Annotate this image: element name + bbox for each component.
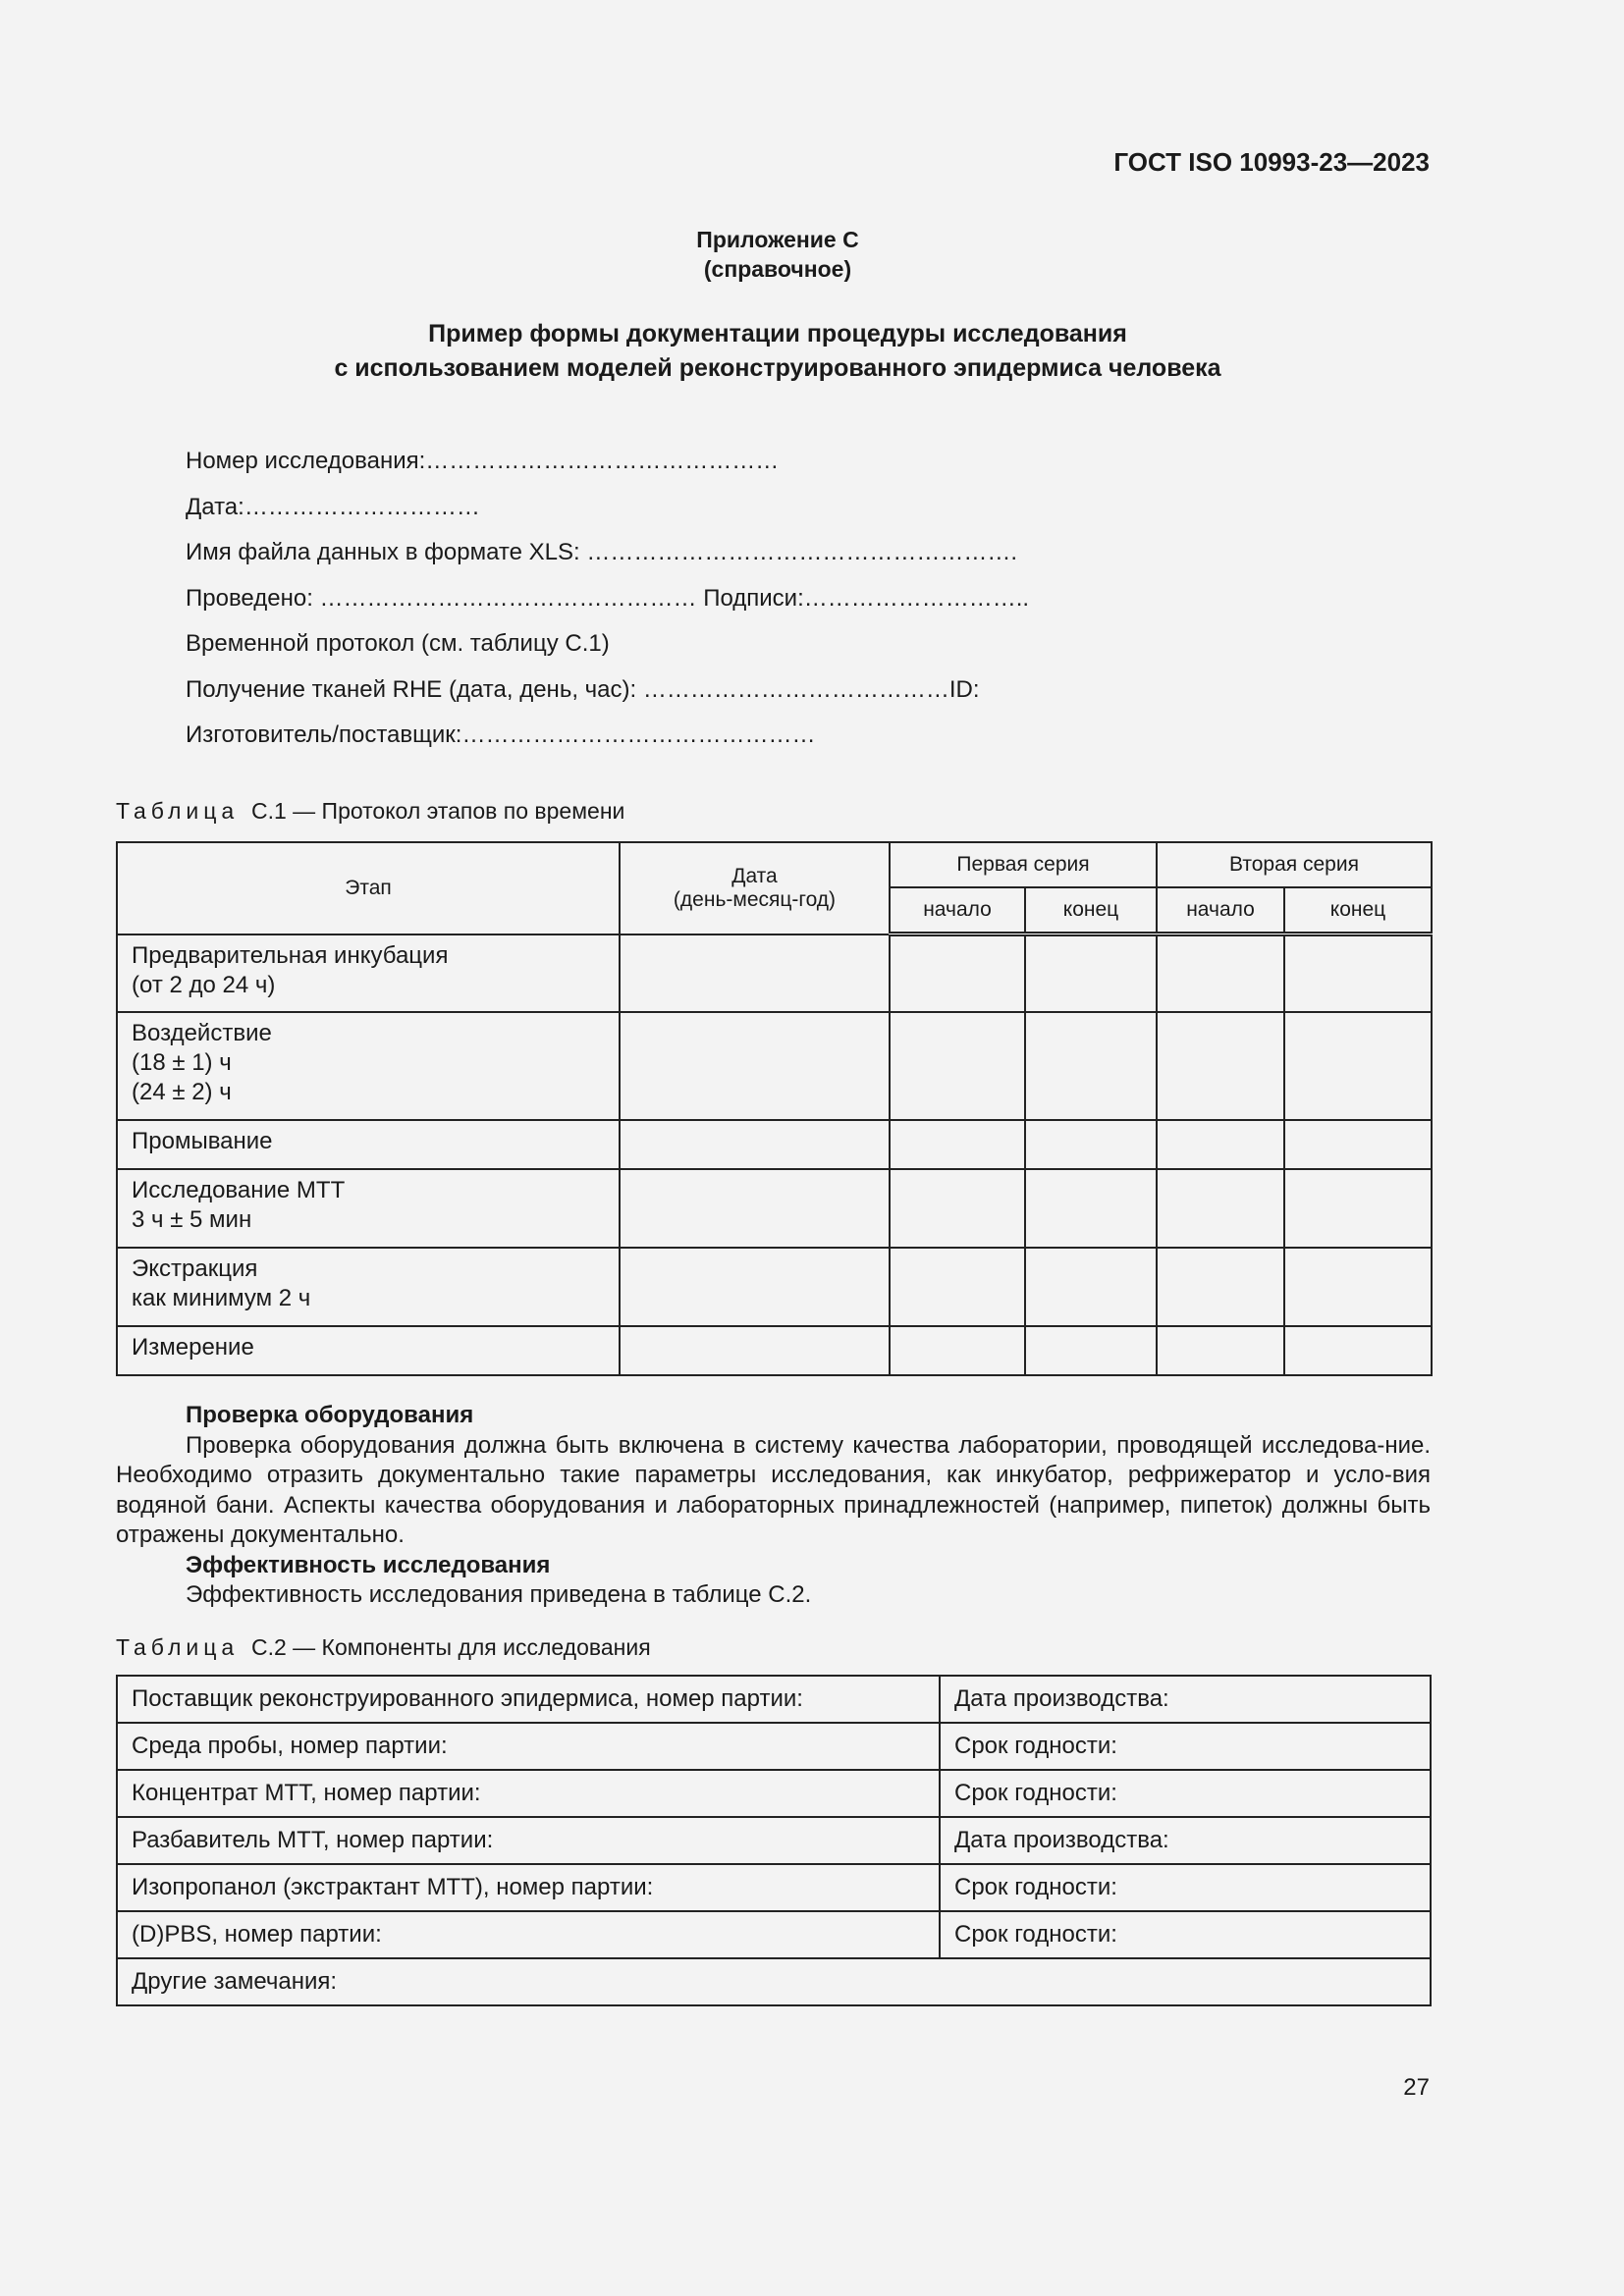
page-number: 27 bbox=[1403, 2074, 1430, 2101]
stage-cell bbox=[117, 1012, 620, 1120]
header-date-line1: Дата bbox=[731, 864, 778, 887]
empty-cell bbox=[1025, 934, 1157, 1012]
header-series-1: Первая серия bbox=[890, 842, 1157, 887]
empty-cell bbox=[1025, 1326, 1157, 1375]
empty-cell bbox=[1025, 1120, 1157, 1169]
stage-line: (18 ± 1) ч bbox=[132, 1048, 232, 1076]
empty-cell bbox=[890, 934, 1025, 1012]
component-cell: (D)PBS, номер партии: bbox=[117, 1911, 940, 1958]
empty-cell bbox=[1284, 1248, 1432, 1326]
table-row bbox=[117, 1817, 1431, 1864]
table-row bbox=[117, 1911, 1431, 1958]
table1-caption bbox=[116, 798, 624, 825]
stage-line: Исследование МТТ bbox=[132, 1176, 346, 1203]
empty-cell bbox=[890, 1326, 1025, 1375]
stage-cell bbox=[117, 1169, 620, 1248]
stage-cell bbox=[117, 1326, 620, 1375]
stage-line: (24 ± 2) ч bbox=[132, 1078, 232, 1105]
components-table bbox=[116, 1675, 1432, 2006]
component-cell: Поставщик реконструированного эпидермиса, номер партии: bbox=[117, 1676, 940, 1723]
header-s1-start: начало bbox=[890, 887, 1025, 934]
time-protocol-table bbox=[116, 841, 1433, 1376]
empty-cell bbox=[1284, 1169, 1432, 1248]
stage-line: Предварительная инкубация bbox=[132, 941, 449, 969]
table2-caption bbox=[116, 1634, 651, 1661]
efficiency-heading: Эффективность исследования bbox=[186, 1551, 551, 1578]
component-cell: Концентрат МТТ, номер партии: bbox=[117, 1770, 940, 1817]
table2-caption-prefix: Таблица bbox=[116, 1634, 240, 1660]
empty-cell bbox=[1284, 934, 1432, 1012]
table-row bbox=[117, 1120, 1432, 1169]
empty-cell bbox=[1157, 1248, 1284, 1326]
empty-cell bbox=[620, 1120, 890, 1169]
title-line-2: с использованием моделей реконструированного эпидермиса человека bbox=[334, 354, 1221, 382]
empty-cell bbox=[1025, 1169, 1157, 1248]
field-performed-signatures: Проведено: ………………………………………… Подписи:……………………….. bbox=[186, 584, 1030, 612]
component-date-cell: Срок годности: bbox=[940, 1911, 1431, 1958]
header-s2-end: конец bbox=[1284, 887, 1432, 934]
title-line-1: Пример формы документации процедуры исследования bbox=[428, 320, 1127, 347]
table-row bbox=[117, 1326, 1432, 1375]
component-cell: Среда пробы, номер партии: bbox=[117, 1723, 940, 1770]
empty-cell bbox=[620, 934, 890, 1012]
header-stage: Этап bbox=[117, 842, 620, 934]
empty-cell bbox=[1157, 1326, 1284, 1375]
table-row bbox=[117, 1770, 1431, 1817]
field-time-protocol: Временной протокол (см. таблицу С.1) bbox=[186, 630, 610, 657]
header-s1-end: конец bbox=[1025, 887, 1157, 934]
empty-cell bbox=[1157, 1120, 1284, 1169]
empty-cell bbox=[620, 1169, 890, 1248]
stage-cell bbox=[117, 1248, 620, 1326]
empty-cell bbox=[1157, 1012, 1284, 1120]
component-date-cell: Срок годности: bbox=[940, 1770, 1431, 1817]
equipment-heading: Проверка оборудования bbox=[186, 1402, 474, 1428]
stage-cell bbox=[117, 934, 620, 1012]
empty-cell bbox=[890, 1169, 1025, 1248]
header-date bbox=[620, 842, 890, 934]
component-cell: Разбавитель МТТ, номер партии: bbox=[117, 1817, 940, 1864]
table-row bbox=[117, 1723, 1431, 1770]
table2-caption-text: С.2 — Компоненты для исследования bbox=[250, 1634, 651, 1660]
standard-number: ГОСТ ISO 10993-23—2023 bbox=[1113, 147, 1430, 177]
stage-line: как минимум 2 ч bbox=[132, 1284, 311, 1311]
empty-cell bbox=[620, 1012, 890, 1120]
stage-line: 3 ч ± 5 мин bbox=[132, 1205, 252, 1233]
document-title bbox=[0, 317, 1555, 386]
other-notes-cell: Другие замечания: bbox=[117, 1958, 1431, 2005]
form-fields bbox=[186, 439, 1029, 759]
empty-cell bbox=[620, 1326, 890, 1375]
stage-line: Экстракция bbox=[132, 1255, 258, 1282]
empty-cell bbox=[620, 1248, 890, 1326]
empty-cell bbox=[890, 1248, 1025, 1326]
stage-line: Измерение bbox=[132, 1333, 254, 1361]
table-row bbox=[117, 1169, 1432, 1248]
table1-caption-prefix: Таблица bbox=[116, 798, 240, 824]
header-date-line2: (день-месяц-год) bbox=[673, 887, 837, 911]
component-date-cell: Срок годности: bbox=[940, 1723, 1431, 1770]
appendix-type: (справочное) bbox=[703, 256, 852, 282]
field-study-number: Номер исследования:……………………………………… bbox=[186, 448, 780, 474]
stage-line: (от 2 до 24 ч) bbox=[132, 971, 276, 998]
empty-cell bbox=[1284, 1120, 1432, 1169]
empty-cell bbox=[1025, 1248, 1157, 1326]
field-manufacturer: Изготовитель/поставщик:……………………………………… bbox=[186, 721, 816, 748]
empty-cell bbox=[890, 1012, 1025, 1120]
table-row bbox=[117, 1012, 1432, 1120]
stage-cell bbox=[117, 1120, 620, 1169]
table-row bbox=[117, 934, 1432, 1012]
efficiency-text: Эффективность исследования приведена в таблице С.2. bbox=[186, 1581, 812, 1608]
equipment-section bbox=[116, 1401, 1431, 1611]
field-date: Дата:………………………… bbox=[186, 493, 480, 520]
stage-line: Промывание bbox=[132, 1127, 273, 1154]
empty-cell bbox=[1025, 1012, 1157, 1120]
equipment-text: Проверка оборудования должна быть включена в систему качества лаборатории, проводящей исследова-ние. Необходимо отразить документально такие параметры исследования, как инкубатор, рефрижератор и усло-вия водяной бани. Аспекты качества оборудования и лабораторных принадлежностей (например, пипеток) должны быть отражены документально. bbox=[116, 1431, 1431, 1548]
empty-cell bbox=[1284, 1326, 1432, 1375]
component-date-cell: Дата производства: bbox=[940, 1676, 1431, 1723]
empty-cell bbox=[1284, 1012, 1432, 1120]
field-rhe-receipt: Получение тканей RHE (дата, день, час): …………………………………ID: bbox=[186, 675, 980, 703]
table-row bbox=[117, 1958, 1431, 2005]
component-date-cell: Срок годности: bbox=[940, 1864, 1431, 1911]
component-date-cell: Дата производства: bbox=[940, 1817, 1431, 1864]
table1-caption-text: С.1 — Протокол этапов по времени bbox=[250, 798, 625, 824]
table-row bbox=[117, 1248, 1432, 1326]
stage-line: Воздействие bbox=[132, 1019, 272, 1046]
empty-cell bbox=[890, 1120, 1025, 1169]
field-xls-filename: Имя файла данных в формате XLS: ………………………………………………. bbox=[186, 539, 1017, 565]
table-row bbox=[117, 1676, 1431, 1723]
empty-cell bbox=[1157, 1169, 1284, 1248]
header-s2-start: начало bbox=[1157, 887, 1284, 934]
header-series-2: Вторая серия bbox=[1157, 842, 1432, 887]
appendix-heading bbox=[0, 225, 1555, 284]
table-row bbox=[117, 1864, 1431, 1911]
component-cell: Изопропанол (экстрактант МТТ), номер партии: bbox=[117, 1864, 940, 1911]
appendix-label: Приложение С bbox=[696, 227, 859, 252]
empty-cell bbox=[1157, 934, 1284, 1012]
